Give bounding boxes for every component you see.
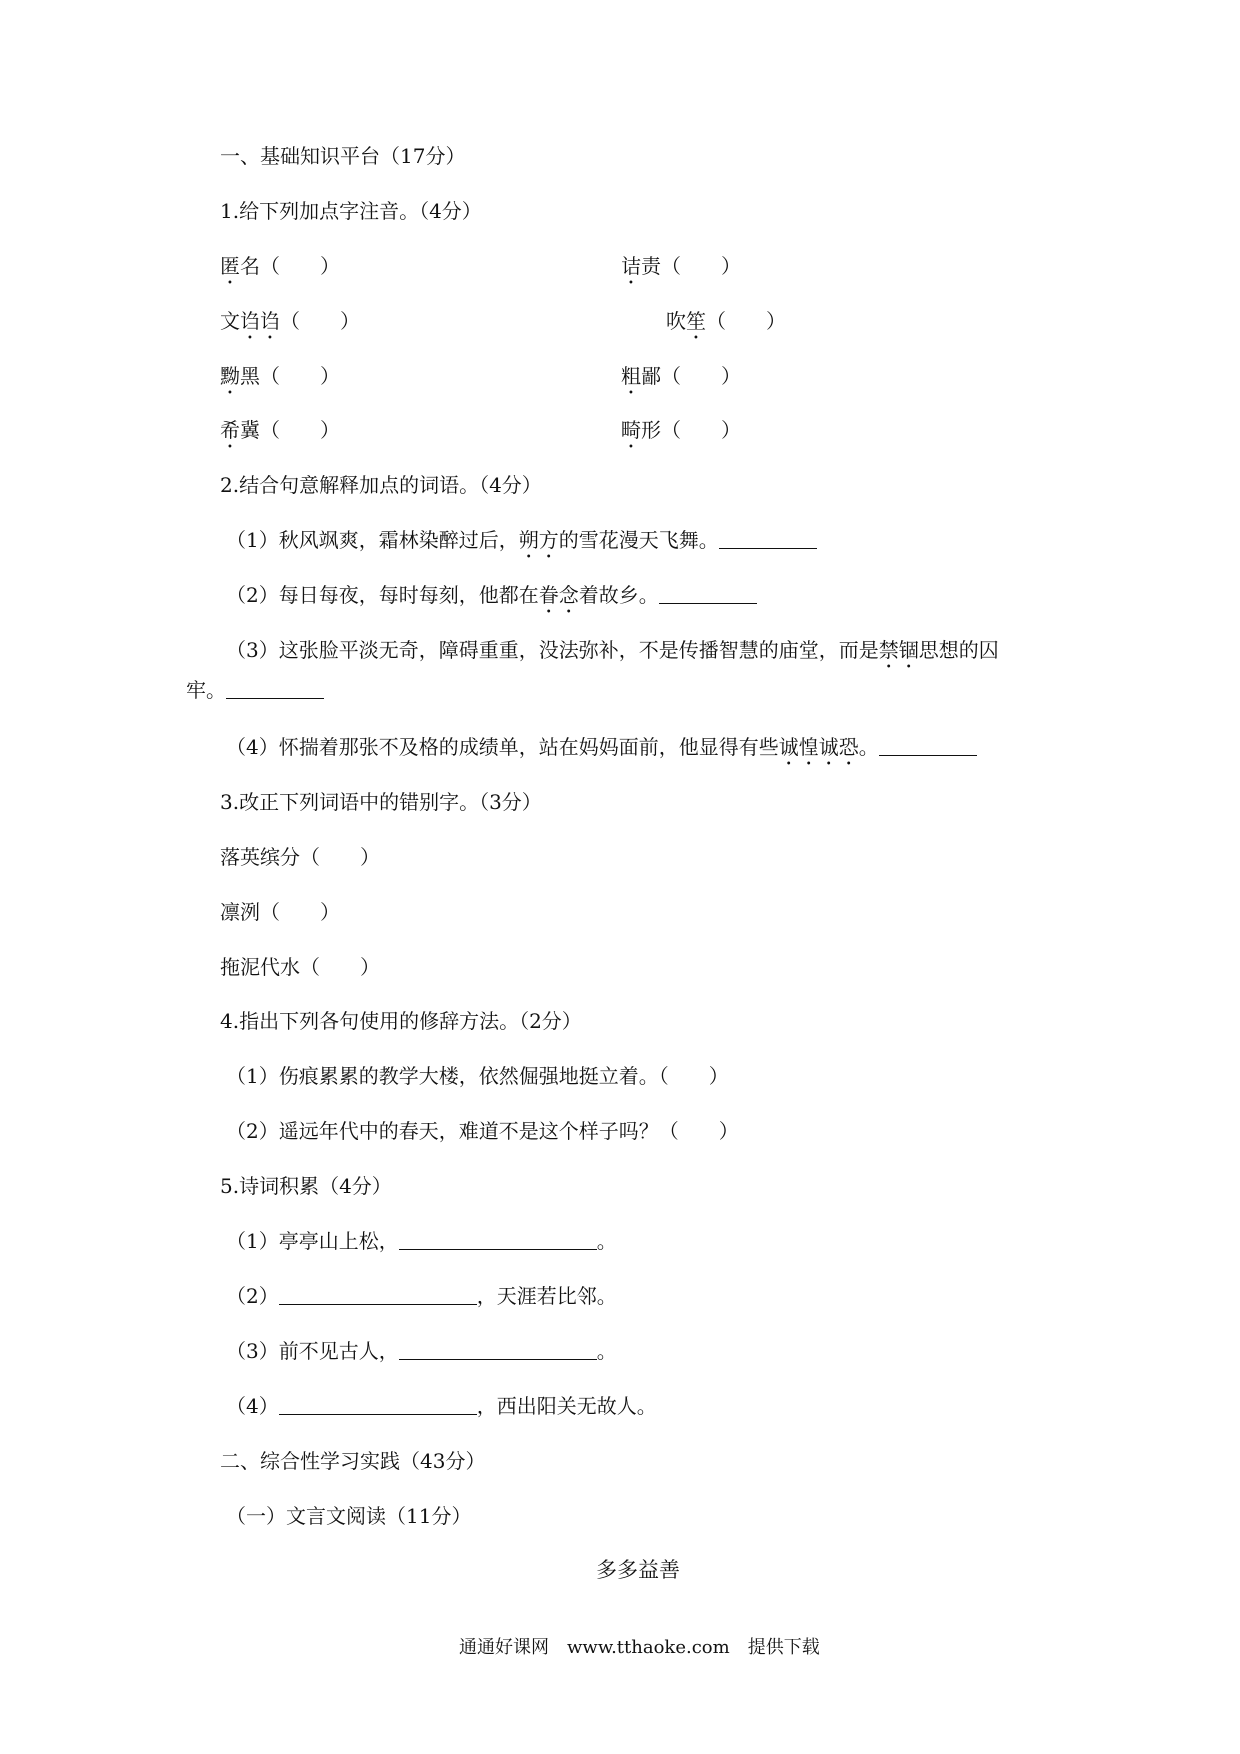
dotted-char: 笙 — [686, 309, 706, 333]
answer-blank — [659, 583, 757, 604]
answer-blank — [226, 678, 324, 699]
poem-text: （2） — [226, 1284, 279, 1308]
dotted-char: 诘 — [621, 254, 641, 278]
sentence-text: （4）怀揣着那张不及格的成绩单，站在妈妈面前，他显得有些 — [226, 735, 779, 759]
word-rest: 黑 — [240, 364, 260, 388]
sentence-item — [226, 526, 817, 563]
poem-text: 。 — [596, 1339, 617, 1363]
answer-paren: （ ） — [260, 418, 340, 442]
dotted-char: 匿 — [220, 254, 240, 278]
dotted-word: 朔方 — [518, 528, 559, 552]
pinyin-item — [220, 307, 360, 344]
pinyin-item — [220, 416, 340, 453]
correction-item — [220, 843, 380, 871]
sentence-text: （3）这张脸平淡无奇，障碍重重，没法弥补，不是传播智慧的庙堂，而是 — [226, 638, 879, 662]
dotted-char: 粗 — [621, 364, 641, 388]
answer-blank — [719, 528, 817, 549]
question-title: 2.结合句意解释加点的词语。（4分） — [220, 473, 542, 497]
question-title: 5.诗词积累（4分） — [220, 1174, 392, 1198]
answer-paren: （ ） — [260, 254, 340, 278]
section-heading: 二、综合性学习实践（43分） — [220, 1449, 486, 1473]
pinyin-item — [621, 252, 741, 289]
answer-blank — [279, 1284, 477, 1305]
poem-text: （4） — [226, 1394, 279, 1418]
poem-item — [226, 1337, 617, 1365]
page-footer: 通通好课网 www.tthaoke.com 提供下载 — [459, 1637, 820, 1658]
question-title: 4.指出下列各句使用的修辞方法。（2分） — [220, 1009, 582, 1033]
answer-paren: （ ） — [260, 900, 340, 924]
answer-blank — [279, 1394, 477, 1415]
word-pre: 吹 — [666, 309, 686, 333]
poem-text: ，西出阳关无故人。 — [476, 1394, 657, 1418]
dotted-word: 禁锢 — [878, 638, 919, 662]
poem-item — [226, 1282, 617, 1310]
poem-text: （3）前不见古人， — [226, 1339, 399, 1363]
answer-paren: （ ） — [260, 364, 340, 388]
poem-item — [226, 1227, 617, 1255]
sentence-text: 思想的囚 — [918, 638, 999, 662]
poem-text: ，天涯若比邻。 — [476, 1284, 617, 1308]
sentence-text: 着故乡。 — [578, 583, 659, 607]
answer-blank — [399, 1229, 597, 1250]
poem-text: 。 — [596, 1229, 617, 1253]
poem-item — [226, 1392, 657, 1420]
sentence-item: （2）遥远年代中的春天，难道不是这个样子吗？（ ） — [226, 1119, 739, 1143]
question-title: 1.给下列加点字注音。（4分） — [220, 199, 482, 223]
sentence-text: （2）每日每夜，每时每刻，他都在 — [226, 583, 539, 607]
word-pre: 文 — [220, 309, 240, 333]
sentence-item — [226, 733, 977, 770]
answer-paren: （ ） — [706, 309, 786, 333]
answer-paren: （ ） — [280, 309, 360, 333]
word-text: 拖泥代水 — [220, 955, 300, 979]
word-text: 落英缤分 — [220, 845, 300, 869]
sentence-text: 。 — [858, 735, 879, 759]
pinyin-item — [621, 416, 741, 453]
word-rest: 冀 — [240, 418, 260, 442]
word-text: 凛洌 — [220, 900, 260, 924]
answer-paren: （ ） — [661, 418, 741, 442]
dotted-char: 黝 — [220, 364, 240, 388]
sentence-item — [226, 581, 757, 618]
correction-item — [220, 898, 340, 926]
answer-blank — [399, 1339, 597, 1360]
sentence-continuation — [186, 676, 324, 704]
pinyin-item — [621, 362, 741, 399]
dotted-char: 畸 — [621, 418, 641, 442]
question-title: 3.改正下列词语中的错别字。（3分） — [220, 790, 542, 814]
pinyin-item — [666, 307, 786, 344]
sentence-text: 牢。 — [186, 678, 226, 702]
sentence-item: （1）伤痕累累的教学大楼，依然倔强地挺立着。（ ） — [226, 1064, 729, 1088]
word-rest: 鄙 — [641, 364, 661, 388]
answer-paren: （ ） — [300, 955, 380, 979]
dotted-char: 诌诌 — [240, 309, 280, 333]
dotted-word: 诚惶诚恐 — [778, 735, 859, 759]
sentence-item — [226, 636, 999, 673]
section-heading: 一、基础知识平台（17分） — [220, 144, 466, 168]
sub-heading: （一）文言文阅读（11分） — [226, 1504, 472, 1528]
passage-title: 多多益善 — [596, 1558, 680, 1582]
poem-text: （1）亭亭山上松， — [226, 1229, 399, 1253]
pinyin-item — [220, 252, 340, 289]
word-rest: 责 — [641, 254, 661, 278]
answer-paren: （ ） — [661, 254, 741, 278]
correction-item — [220, 953, 380, 981]
answer-paren: （ ） — [300, 845, 380, 869]
dotted-word: 眷念 — [538, 583, 579, 607]
answer-paren: （ ） — [661, 364, 741, 388]
word-rest: 形 — [641, 418, 661, 442]
word-rest: 名 — [240, 254, 260, 278]
sentence-text: 的雪花漫天飞舞。 — [558, 528, 719, 552]
sentence-text: （1）秋风飒爽，霜林染醉过后， — [226, 528, 519, 552]
pinyin-item — [220, 362, 340, 399]
dotted-char: 希 — [220, 418, 240, 442]
answer-blank — [879, 735, 977, 756]
